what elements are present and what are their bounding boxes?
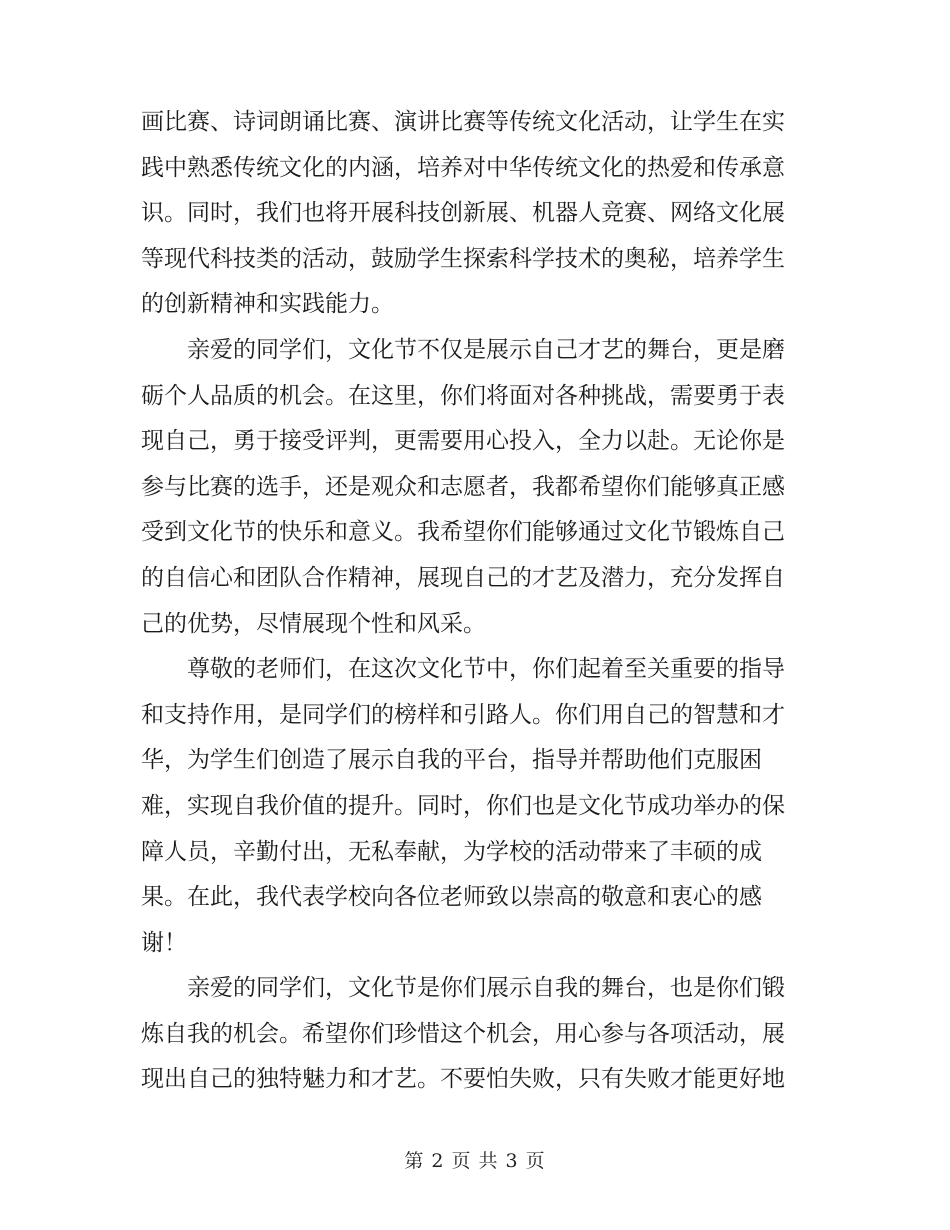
paragraph (141, 328, 795, 647)
text-line: 亲爱的同学们，文化节是你们展示自我的舞台，也是你们锻 (187, 975, 785, 1002)
text-line: 障人员，辛勤付出，无私奉献，为学校的活动带来了丰硕的成 (141, 838, 762, 865)
paragraph (141, 100, 795, 328)
text-line: 炼自我的机会。希望你们珍惜这个机会，用心参与各项活动，展 (141, 1020, 785, 1047)
text-line: 难，实现自我价值的提升。同时，你们也是文化节成功举办的保 (141, 792, 785, 819)
text-line: 华，为学生们创造了展示自我的平台，指导并帮助他们克服困 (141, 747, 762, 774)
paragraph (141, 647, 795, 966)
page-number-footer: 第 2 页 共 3 页 (404, 1150, 546, 1172)
text-line: 参与比赛的选手，还是观众和志愿者，我都希望你们能够真正感 (141, 473, 785, 500)
text-line: 果。在此，我代表学校向各位老师致以崇高的敬意和衷心的感 (141, 884, 762, 911)
text-line: 的创新精神和实践能力。 (141, 291, 394, 318)
text-line: 亲爱的同学们，文化节不仅是展示自己才艺的舞台，更是磨 (187, 336, 785, 363)
text-line: 等现代科技类的活动，鼓励学生探索科学技术的奥秘，培养学生 (141, 245, 785, 272)
paragraph (141, 966, 795, 1103)
text-line: 识。同时，我们也将开展科技创新展、机器人竞赛、网络文化展 (141, 200, 785, 227)
text-line: 谢！ (141, 929, 187, 956)
text-line: 画比赛、诗词朗诵比赛、演讲比赛等传统文化活动，让学生在实 (141, 109, 785, 135)
text-line: 现自己，勇于接受评判，更需要用心投入，全力以赴。无论你是 (141, 428, 785, 455)
text-line: 和支持作用，是同学们的榜样和引路人。你们用自己的智慧和才 (141, 701, 785, 728)
text-line: 砺个人品质的机会。在这里，你们将面对各种挑战，需要勇于表 (141, 382, 785, 409)
text-line: 的自信心和团队合作精神，展现自己的才艺及潜力，充分发挥自 (141, 564, 785, 591)
document-body (141, 100, 795, 1103)
text-line: 践中熟悉传统文化的内涵，培养对中华传统文化的热爱和传承意 (141, 154, 785, 181)
text-line: 己的优势，尽情展现个性和风采。 (141, 610, 486, 637)
text-line: 现出自己的独特魅力和才艺。不要怕失败，只有失败才能更好地 (141, 1066, 785, 1093)
text-line: 受到文化节的快乐和意义。我希望你们能够通过文化节锻炼自己 (141, 519, 785, 546)
text-line: 尊敬的老师们，在这次文化节中，你们起着至关重要的指导 (187, 656, 785, 683)
